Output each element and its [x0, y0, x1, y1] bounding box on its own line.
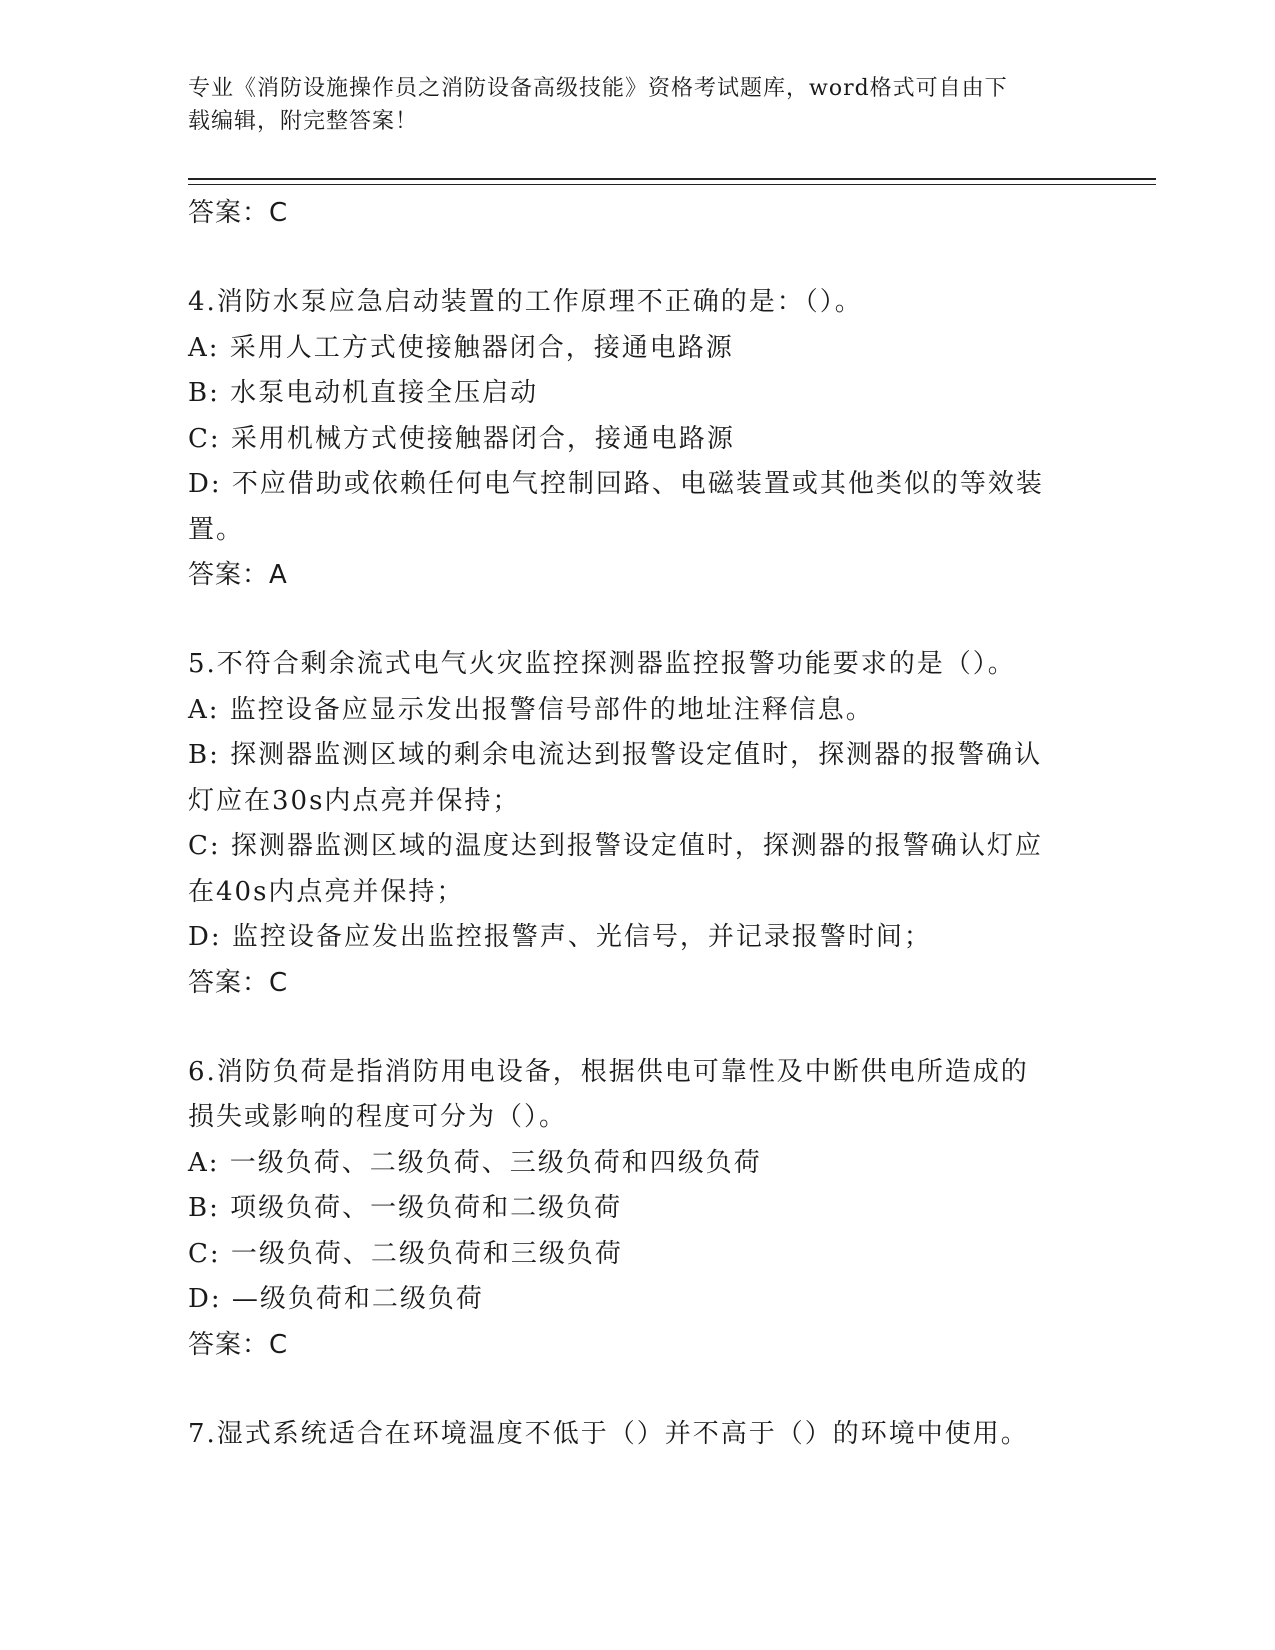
header-divider-thin	[188, 184, 1156, 185]
question-text: 4.消防水泵应急启动装置的工作原理不正确的是：（）。	[188, 287, 863, 317]
question-5	[188, 642, 1088, 1005]
answer-line: 答案：C	[188, 967, 289, 998]
answer-line: 答案：A	[188, 560, 288, 590]
header-line-2: 载编辑，附完整答案！	[188, 109, 419, 134]
option-c: C: 一级负荷、二级负荷和三级负荷	[188, 1238, 623, 1269]
option-b-continued: 灯应在30s内点亮并保持；	[188, 785, 521, 816]
option-a: A: 监控设备应显示发出报警信号部件的地址注释信息。	[188, 694, 874, 725]
option-b: B: 项级负荷、一级负荷和二级负荷	[188, 1193, 623, 1223]
option-d: D: 不应借助或依赖任何电气控制回路、电磁装置或其他类似的等效装	[188, 469, 1044, 499]
option-d: D: 监控设备应发出监控报警声、光信号，并记录报警时间；	[188, 922, 932, 952]
option-c: C: 采用机械方式使接触器闭合，接通电路源	[188, 423, 735, 454]
answer-line: 答案：C	[188, 1329, 289, 1360]
option-a: A: 一级负荷、二级负荷、三级负荷和四级负荷	[188, 1147, 762, 1178]
question-4	[188, 280, 1088, 597]
option-c: C: 探测器监测区域的温度达到报警设定值时，探测器的报警确认灯应	[188, 831, 1043, 861]
question-text: 6.消防负荷是指消防用电设备，根据供电可靠性及中断供电所造成的	[188, 1056, 1029, 1087]
question-text: 7.湿式系统适合在环境温度不低于（）并不高于（）的环境中使用。	[188, 1418, 1029, 1449]
question-text-continued: 损失或影响的程度可分为（）。	[188, 1102, 568, 1132]
option-b: B: 探测器监测区域的剩余电流达到报警设定值时，探测器的报警确认	[188, 740, 1043, 770]
option-a: A: 采用人工方式使接触器闭合，接通电路源	[188, 332, 734, 363]
document-header	[188, 72, 1088, 138]
document-body	[188, 190, 1088, 1457]
question-7	[188, 1412, 1088, 1458]
option-d: D: —级负荷和二级负荷	[188, 1284, 484, 1314]
question-text: 5.不符合剩余流式电气火灾监控探测器监控报警功能要求的是（）。	[188, 649, 1016, 679]
answer-line: 答案：C	[188, 198, 289, 228]
option-b: B: 水泵电动机直接全压启动	[188, 378, 539, 408]
question-6	[188, 1050, 1088, 1367]
header-divider-thick	[188, 178, 1156, 180]
header-line-1: 专业《消防设施操作员之消防设备高级技能》资格考试题库，word格式可自由下	[188, 76, 1008, 101]
option-c-continued: 在40s内点亮并保持；	[188, 876, 465, 907]
option-d-continued: 置。	[188, 514, 245, 545]
